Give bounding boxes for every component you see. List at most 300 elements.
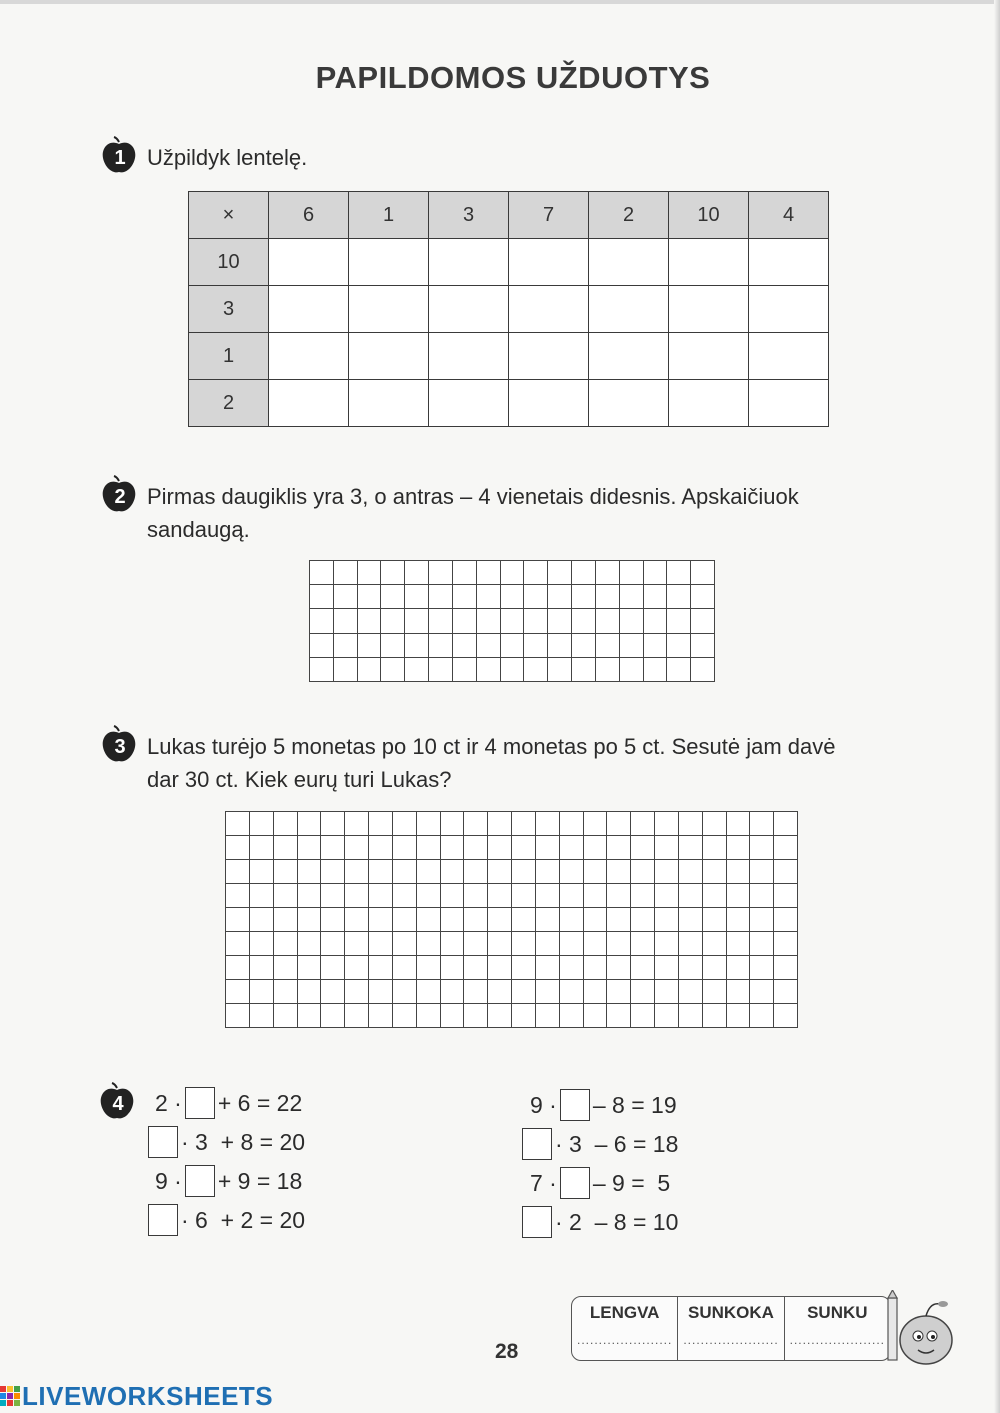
grid-cell[interactable] [369, 980, 393, 1004]
grid-cell[interactable] [464, 908, 488, 932]
grid-cell[interactable] [501, 658, 525, 682]
grid-cell[interactable] [644, 609, 668, 633]
grid-cell[interactable] [691, 658, 715, 682]
grid-cell[interactable] [369, 812, 393, 836]
grid-cell[interactable] [345, 836, 369, 860]
grid-cell[interactable] [560, 860, 584, 884]
grid-cell[interactable] [250, 908, 274, 932]
grid-cell[interactable] [512, 836, 536, 860]
answer-cell[interactable] [669, 239, 749, 286]
grid-cell[interactable] [417, 932, 441, 956]
grid-cell[interactable] [369, 932, 393, 956]
grid-cell[interactable] [631, 956, 655, 980]
grid-cell[interactable] [596, 634, 620, 658]
grid-cell[interactable] [310, 634, 334, 658]
grid-cell[interactable] [620, 561, 644, 585]
grid-cell[interactable] [298, 860, 322, 884]
grid-cell[interactable] [750, 836, 774, 860]
grid-cell[interactable] [655, 812, 679, 836]
grid-cell[interactable] [727, 884, 751, 908]
grid-cell[interactable] [226, 980, 250, 1004]
grid-cell[interactable] [607, 908, 631, 932]
grid-cell[interactable] [631, 932, 655, 956]
grid-cell[interactable] [464, 836, 488, 860]
answer-cell[interactable] [589, 239, 669, 286]
answer-cell[interactable] [589, 380, 669, 427]
grid-cell[interactable] [512, 908, 536, 932]
grid-cell[interactable] [501, 634, 525, 658]
answer-cell[interactable] [749, 239, 829, 286]
grid-cell[interactable] [607, 860, 631, 884]
grid-cell[interactable] [703, 836, 727, 860]
grid-cell[interactable] [774, 884, 798, 908]
grid-cell[interactable] [512, 884, 536, 908]
grid-cell[interactable] [226, 860, 250, 884]
grid-cell[interactable] [429, 561, 453, 585]
grid-cell[interactable] [321, 884, 345, 908]
grid-cell[interactable] [488, 1004, 512, 1028]
grid-cell[interactable] [429, 634, 453, 658]
grid-cell[interactable] [464, 956, 488, 980]
grid-cell[interactable] [274, 1004, 298, 1028]
grid-cell[interactable] [298, 1004, 322, 1028]
grid-cell[interactable] [703, 956, 727, 980]
grid-cell[interactable] [405, 658, 429, 682]
grid-cell[interactable] [417, 860, 441, 884]
grid-cell[interactable] [667, 561, 691, 585]
grid-cell[interactable] [524, 561, 548, 585]
grid-cell[interactable] [679, 812, 703, 836]
answer-cell[interactable] [349, 239, 429, 286]
grid-cell[interactable] [727, 860, 751, 884]
grid-cell[interactable] [369, 1004, 393, 1028]
grid-cell[interactable] [393, 836, 417, 860]
grid-cell[interactable] [321, 860, 345, 884]
grid-cell[interactable] [298, 884, 322, 908]
grid-cell[interactable] [321, 1004, 345, 1028]
grid-cell[interactable] [679, 956, 703, 980]
grid-cell[interactable] [750, 932, 774, 956]
grid-cell[interactable] [358, 609, 382, 633]
difficulty-medium[interactable] [678, 1297, 784, 1360]
grid-cell[interactable] [512, 812, 536, 836]
missing-number-box[interactable] [185, 1165, 215, 1197]
grid-cell[interactable] [441, 908, 465, 932]
grid-cell[interactable] [703, 980, 727, 1004]
grid-cell[interactable] [774, 932, 798, 956]
grid-cell[interactable] [584, 836, 608, 860]
grid-cell[interactable] [250, 1004, 274, 1028]
grid-cell[interactable] [501, 585, 525, 609]
grid-cell[interactable] [548, 561, 572, 585]
grid-cell[interactable] [417, 1004, 441, 1028]
grid-cell[interactable] [667, 658, 691, 682]
grid-cell[interactable] [274, 884, 298, 908]
grid-cell[interactable] [345, 1004, 369, 1028]
grid-cell[interactable] [691, 585, 715, 609]
grid-cell[interactable] [310, 561, 334, 585]
grid-cell[interactable] [250, 860, 274, 884]
grid-cell[interactable] [488, 980, 512, 1004]
grid-cell[interactable] [477, 585, 501, 609]
grid-cell[interactable] [644, 561, 668, 585]
grid-cell[interactable] [774, 860, 798, 884]
grid-cell[interactable] [620, 658, 644, 682]
answer-cell[interactable] [429, 380, 509, 427]
grid-cell[interactable] [488, 860, 512, 884]
grid-cell[interactable] [644, 658, 668, 682]
grid-cell[interactable] [607, 956, 631, 980]
grid-cell[interactable] [679, 1004, 703, 1028]
grid-cell[interactable] [464, 860, 488, 884]
grid-cell[interactable] [607, 932, 631, 956]
grid-cell[interactable] [250, 884, 274, 908]
grid-cell[interactable] [727, 932, 751, 956]
grid-cell[interactable] [477, 561, 501, 585]
grid-cell[interactable] [512, 956, 536, 980]
grid-cell[interactable] [536, 980, 560, 1004]
grid-cell[interactable] [703, 908, 727, 932]
grid-cell[interactable] [274, 860, 298, 884]
answer-cell[interactable] [429, 333, 509, 380]
grid-cell[interactable] [727, 836, 751, 860]
grid-cell[interactable] [727, 956, 751, 980]
grid-cell[interactable] [679, 836, 703, 860]
grid-cell[interactable] [369, 956, 393, 980]
grid-cell[interactable] [393, 980, 417, 1004]
grid-cell[interactable] [596, 561, 620, 585]
answer-cell[interactable] [669, 380, 749, 427]
grid-cell[interactable] [429, 609, 453, 633]
grid-cell[interactable] [536, 908, 560, 932]
grid-cell[interactable] [679, 980, 703, 1004]
grid-cell[interactable] [607, 836, 631, 860]
grid-cell[interactable] [405, 585, 429, 609]
answer-cell[interactable] [269, 239, 349, 286]
grid-cell[interactable] [226, 836, 250, 860]
grid-cell[interactable] [298, 956, 322, 980]
grid-cell[interactable] [298, 812, 322, 836]
grid-cell[interactable] [369, 884, 393, 908]
grid-cell[interactable] [334, 585, 358, 609]
grid-cell[interactable] [405, 634, 429, 658]
grid-cell[interactable] [250, 980, 274, 1004]
grid-cell[interactable] [560, 956, 584, 980]
grid-cell[interactable] [679, 884, 703, 908]
answer-cell[interactable] [349, 286, 429, 333]
grid-cell[interactable] [321, 956, 345, 980]
grid-cell[interactable] [488, 932, 512, 956]
grid-cell[interactable] [345, 812, 369, 836]
answer-cell[interactable] [749, 333, 829, 380]
grid-cell[interactable] [321, 980, 345, 1004]
grid-cell[interactable] [381, 658, 405, 682]
grid-cell[interactable] [393, 1004, 417, 1028]
grid-cell[interactable] [727, 980, 751, 1004]
grid-cell[interactable] [226, 932, 250, 956]
grid-cell[interactable] [369, 836, 393, 860]
grid-cell[interactable] [274, 812, 298, 836]
answer-cell[interactable] [509, 333, 589, 380]
grid-cell[interactable] [560, 812, 584, 836]
grid-cell[interactable] [703, 860, 727, 884]
task-2-answer-grid[interactable] [309, 560, 715, 682]
grid-cell[interactable] [453, 658, 477, 682]
grid-cell[interactable] [548, 634, 572, 658]
grid-cell[interactable] [655, 860, 679, 884]
grid-cell[interactable] [226, 1004, 250, 1028]
grid-cell[interactable] [453, 609, 477, 633]
grid-cell[interactable] [321, 932, 345, 956]
grid-cell[interactable] [441, 980, 465, 1004]
grid-cell[interactable] [381, 609, 405, 633]
grid-cell[interactable] [393, 956, 417, 980]
grid-cell[interactable] [488, 836, 512, 860]
grid-cell[interactable] [274, 980, 298, 1004]
grid-cell[interactable] [393, 908, 417, 932]
grid-cell[interactable] [655, 908, 679, 932]
grid-cell[interactable] [750, 956, 774, 980]
grid-cell[interactable] [405, 561, 429, 585]
grid-cell[interactable] [417, 836, 441, 860]
grid-cell[interactable] [358, 658, 382, 682]
grid-cell[interactable] [572, 585, 596, 609]
grid-cell[interactable] [536, 860, 560, 884]
answer-cell[interactable] [669, 286, 749, 333]
grid-cell[interactable] [477, 634, 501, 658]
grid-cell[interactable] [512, 932, 536, 956]
grid-cell[interactable] [691, 634, 715, 658]
grid-cell[interactable] [679, 908, 703, 932]
grid-cell[interactable] [501, 609, 525, 633]
grid-cell[interactable] [572, 658, 596, 682]
grid-cell[interactable] [441, 1004, 465, 1028]
grid-cell[interactable] [321, 836, 345, 860]
grid-cell[interactable] [358, 585, 382, 609]
grid-cell[interactable] [607, 1004, 631, 1028]
grid-cell[interactable] [548, 585, 572, 609]
grid-cell[interactable] [512, 1004, 536, 1028]
missing-number-box[interactable] [185, 1087, 215, 1119]
grid-cell[interactable] [512, 860, 536, 884]
grid-cell[interactable] [417, 980, 441, 1004]
grid-cell[interactable] [750, 1004, 774, 1028]
grid-cell[interactable] [441, 932, 465, 956]
grid-cell[interactable] [560, 932, 584, 956]
grid-cell[interactable] [345, 908, 369, 932]
grid-cell[interactable] [310, 585, 334, 609]
answer-cell[interactable] [509, 380, 589, 427]
grid-cell[interactable] [584, 860, 608, 884]
grid-cell[interactable] [464, 884, 488, 908]
grid-cell[interactable] [274, 908, 298, 932]
grid-cell[interactable] [250, 836, 274, 860]
grid-cell[interactable] [441, 812, 465, 836]
grid-cell[interactable] [226, 812, 250, 836]
grid-cell[interactable] [560, 980, 584, 1004]
grid-cell[interactable] [429, 658, 453, 682]
grid-cell[interactable] [321, 908, 345, 932]
grid-cell[interactable] [655, 836, 679, 860]
grid-cell[interactable] [441, 884, 465, 908]
grid-cell[interactable] [631, 836, 655, 860]
grid-cell[interactable] [226, 908, 250, 932]
grid-cell[interactable] [548, 658, 572, 682]
grid-cell[interactable] [405, 609, 429, 633]
missing-number-box[interactable] [148, 1126, 178, 1158]
grid-cell[interactable] [441, 956, 465, 980]
grid-cell[interactable] [250, 932, 274, 956]
grid-cell[interactable] [536, 812, 560, 836]
grid-cell[interactable] [298, 908, 322, 932]
grid-cell[interactable] [584, 812, 608, 836]
grid-cell[interactable] [750, 908, 774, 932]
grid-cell[interactable] [393, 812, 417, 836]
grid-cell[interactable] [464, 812, 488, 836]
grid-cell[interactable] [381, 561, 405, 585]
answer-cell[interactable] [349, 333, 429, 380]
grid-cell[interactable] [250, 812, 274, 836]
grid-cell[interactable] [358, 561, 382, 585]
grid-cell[interactable] [774, 908, 798, 932]
grid-cell[interactable] [274, 956, 298, 980]
grid-cell[interactable] [441, 836, 465, 860]
answer-cell[interactable] [589, 333, 669, 380]
grid-cell[interactable] [536, 932, 560, 956]
grid-cell[interactable] [596, 658, 620, 682]
grid-cell[interactable] [512, 980, 536, 1004]
grid-cell[interactable] [417, 884, 441, 908]
grid-cell[interactable] [655, 956, 679, 980]
difficulty-easy[interactable] [572, 1297, 678, 1360]
grid-cell[interactable] [774, 1004, 798, 1028]
grid-cell[interactable] [453, 585, 477, 609]
grid-cell[interactable] [607, 980, 631, 1004]
grid-cell[interactable] [679, 860, 703, 884]
grid-cell[interactable] [620, 634, 644, 658]
grid-cell[interactable] [667, 609, 691, 633]
grid-cell[interactable] [750, 812, 774, 836]
grid-cell[interactable] [345, 980, 369, 1004]
grid-cell[interactable] [488, 956, 512, 980]
grid-cell[interactable] [631, 1004, 655, 1028]
grid-cell[interactable] [429, 585, 453, 609]
grid-cell[interactable] [560, 1004, 584, 1028]
grid-cell[interactable] [774, 836, 798, 860]
grid-cell[interactable] [572, 634, 596, 658]
grid-cell[interactable] [774, 812, 798, 836]
grid-cell[interactable] [750, 860, 774, 884]
grid-cell[interactable] [750, 980, 774, 1004]
grid-cell[interactable] [703, 812, 727, 836]
missing-number-box[interactable] [560, 1089, 590, 1121]
difficulty-hard[interactable] [785, 1297, 890, 1360]
missing-number-box[interactable] [560, 1167, 590, 1199]
grid-cell[interactable] [381, 585, 405, 609]
grid-cell[interactable] [620, 585, 644, 609]
grid-cell[interactable] [631, 812, 655, 836]
grid-cell[interactable] [310, 609, 334, 633]
grid-cell[interactable] [703, 1004, 727, 1028]
grid-cell[interactable] [524, 658, 548, 682]
grid-cell[interactable] [298, 836, 322, 860]
grid-cell[interactable] [774, 956, 798, 980]
grid-cell[interactable] [453, 634, 477, 658]
grid-cell[interactable] [548, 609, 572, 633]
grid-cell[interactable] [441, 860, 465, 884]
grid-cell[interactable] [417, 812, 441, 836]
grid-cell[interactable] [560, 884, 584, 908]
grid-cell[interactable] [607, 884, 631, 908]
answer-cell[interactable] [749, 380, 829, 427]
grid-cell[interactable] [691, 609, 715, 633]
grid-cell[interactable] [607, 812, 631, 836]
grid-cell[interactable] [369, 860, 393, 884]
grid-cell[interactable] [655, 884, 679, 908]
grid-cell[interactable] [584, 884, 608, 908]
grid-cell[interactable] [584, 956, 608, 980]
grid-cell[interactable] [703, 932, 727, 956]
grid-cell[interactable] [667, 585, 691, 609]
grid-cell[interactable] [655, 1004, 679, 1028]
grid-cell[interactable] [667, 634, 691, 658]
grid-cell[interactable] [453, 561, 477, 585]
grid-cell[interactable] [298, 932, 322, 956]
grid-cell[interactable] [417, 908, 441, 932]
grid-cell[interactable] [310, 658, 334, 682]
grid-cell[interactable] [679, 932, 703, 956]
grid-cell[interactable] [358, 634, 382, 658]
grid-cell[interactable] [226, 884, 250, 908]
grid-cell[interactable] [393, 884, 417, 908]
missing-number-box[interactable] [522, 1206, 552, 1238]
grid-cell[interactable] [464, 980, 488, 1004]
grid-cell[interactable] [501, 561, 525, 585]
grid-cell[interactable] [584, 1004, 608, 1028]
grid-cell[interactable] [572, 609, 596, 633]
grid-cell[interactable] [727, 812, 751, 836]
answer-cell[interactable] [269, 286, 349, 333]
answer-cell[interactable] [749, 286, 829, 333]
grid-cell[interactable] [560, 836, 584, 860]
grid-cell[interactable] [226, 956, 250, 980]
grid-cell[interactable] [596, 609, 620, 633]
grid-cell[interactable] [536, 836, 560, 860]
grid-cell[interactable] [536, 884, 560, 908]
grid-cell[interactable] [334, 658, 358, 682]
grid-cell[interactable] [524, 634, 548, 658]
grid-cell[interactable] [560, 908, 584, 932]
grid-cell[interactable] [644, 634, 668, 658]
grid-cell[interactable] [572, 561, 596, 585]
grid-cell[interactable] [345, 932, 369, 956]
grid-cell[interactable] [321, 812, 345, 836]
grid-cell[interactable] [703, 884, 727, 908]
answer-cell[interactable] [589, 286, 669, 333]
grid-cell[interactable] [524, 585, 548, 609]
grid-cell[interactable] [381, 634, 405, 658]
task-3-answer-grid[interactable] [225, 811, 798, 1028]
grid-cell[interactable] [774, 980, 798, 1004]
missing-number-box[interactable] [148, 1204, 178, 1236]
grid-cell[interactable] [464, 932, 488, 956]
grid-cell[interactable] [298, 980, 322, 1004]
grid-cell[interactable] [369, 908, 393, 932]
grid-cell[interactable] [620, 609, 644, 633]
answer-cell[interactable] [269, 380, 349, 427]
grid-cell[interactable] [345, 956, 369, 980]
grid-cell[interactable] [596, 585, 620, 609]
